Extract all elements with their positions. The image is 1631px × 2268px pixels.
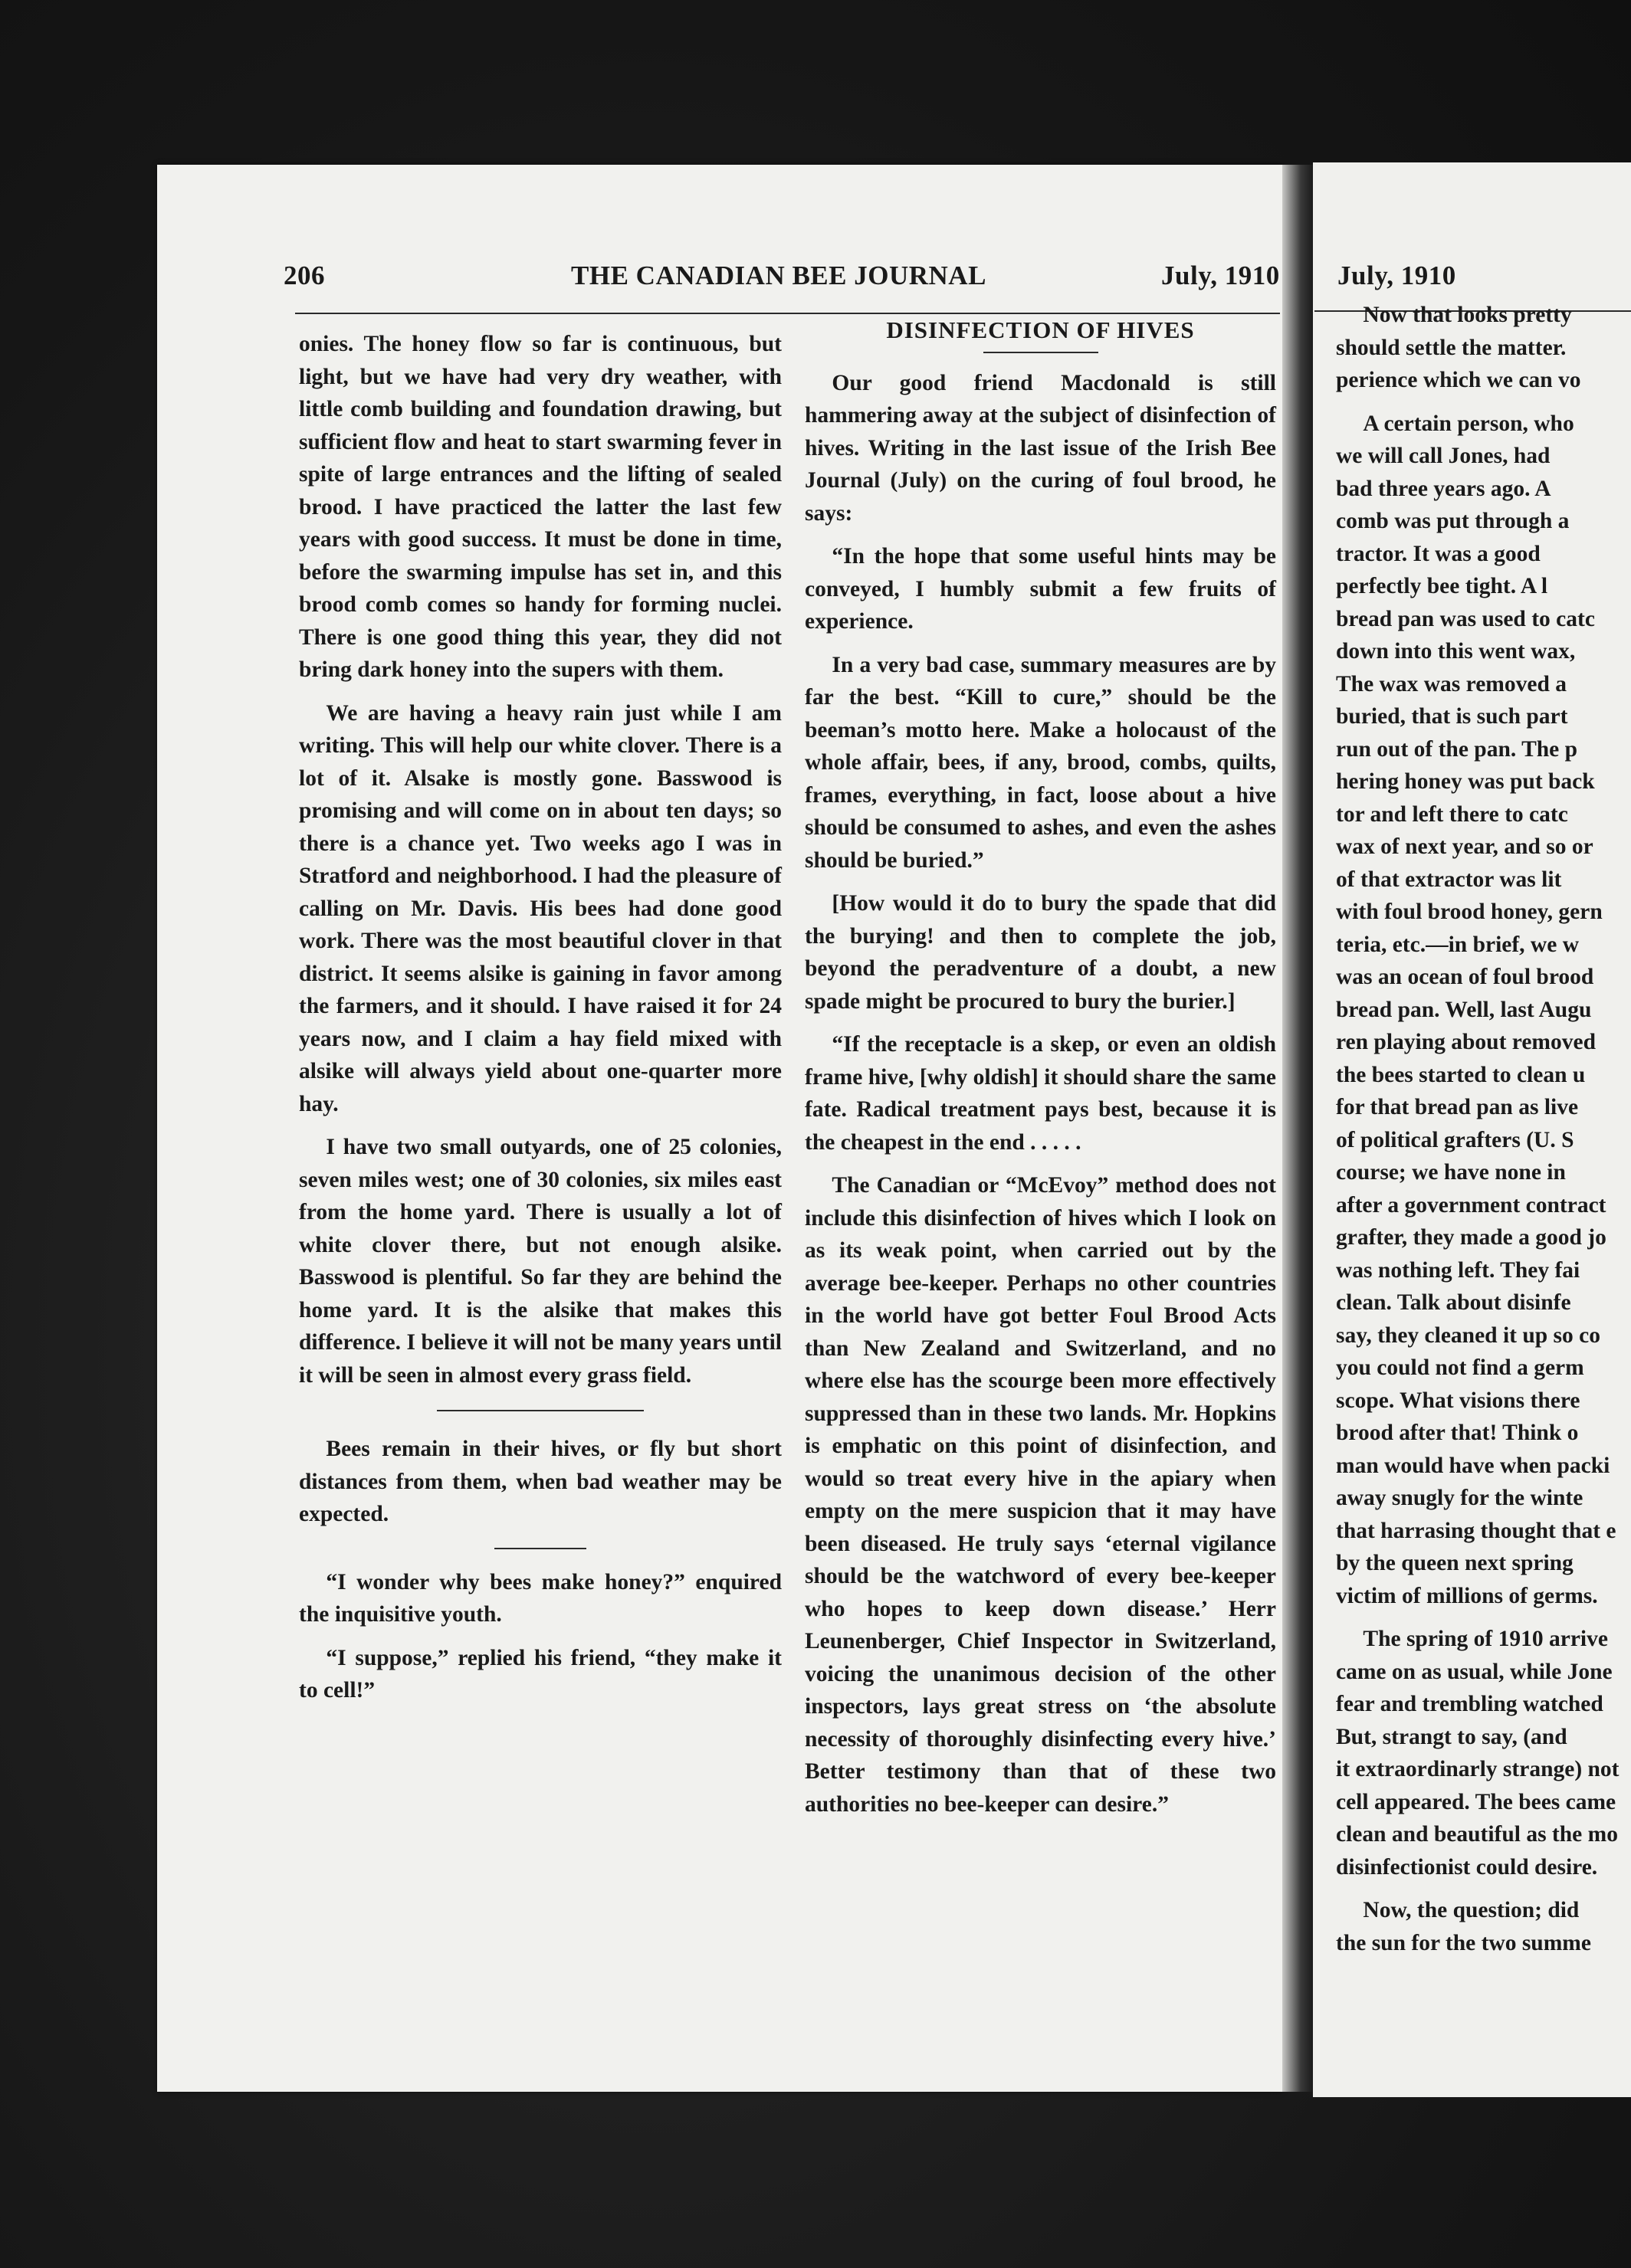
paragraph: We are having a heavy rain just while I am writing. This will help our white clover. There is a lot of it. Alsake is mostly gone. Basswood is promising and will come on in about ten days; so there is a chance yet. Two weeks ago I was in Stratford and neighborhood. I had the pleasure of calling on Mr. Davis. His bees had done good work. There was the most beautiful clover in that district. It seems alsike is gaining in favor among the farmers, and it should. I have raised it for 24 years now, and I claim a hay field mixed with alsike will always yield about one-quarter more hay.: [299, 700, 782, 1116]
paragraph: I have two small outyards, one of 25 colonies, seven miles west; one of 30 colonies, six miles east from the home yard. There is usually a lot of white clover there, but not enough alsike. Basswood is plentiful. So far they are behind the home yard. It is the alsike that makes this difference. I believe it will not be many years until it will be seen in almost every grass field.: [299, 1135, 782, 1388]
text-line: wax of next year, and so or: [1336, 834, 1593, 859]
issue-date: July, 1910: [1161, 261, 1280, 290]
text-line: cell appeared. The bees came: [1336, 1789, 1616, 1814]
text-line: clean and beautiful as the mo: [1336, 1822, 1618, 1847]
text-line: away snugly for the winte: [1336, 1486, 1583, 1510]
text-line: tractor. It was a good: [1336, 541, 1541, 566]
left-column: [299, 328, 782, 1718]
text-line: fear and trembling watched: [1336, 1692, 1603, 1716]
text-line: ren playing about removed: [1336, 1030, 1597, 1054]
text-line: hering honey was put back: [1336, 769, 1595, 794]
editor-note: [How would it do to bury the spade that did the burying! and then to complete the job, beyond the peradventure of a doubt, a new spade might be procured to bury the burier.]: [805, 891, 1276, 1014]
text-line: perfectly bee tight. A l: [1336, 574, 1548, 598]
joke-line: “I suppose,” replied his friend, “they make it to cell!”: [299, 1645, 782, 1703]
paragraph: Our good friend Macdonald is still hammering away at the subject of disinfection of hives. Writing in the last issue of the Irish Bee Journal (July) on the curing of foul brood, he says:: [805, 370, 1276, 526]
text-line: Now, the question; did: [1363, 1898, 1580, 1922]
text-line: Now that looks pretty: [1363, 303, 1572, 327]
text-line: brood after that! Think o: [1336, 1421, 1579, 1445]
right-page-date: July, 1910: [1337, 261, 1456, 290]
text-line: of political grafters (U. S: [1336, 1127, 1574, 1152]
text-line: came on as usual, while Jone: [1336, 1659, 1613, 1684]
text-line: course; we have none in: [1336, 1160, 1566, 1185]
paragraph: “If the receptacle is a skep, or even an oldish frame hive, [why oldish] it should share the same fate. Radical treatment pays best, because it is the cheapest in the end . . . . .: [805, 1032, 1276, 1155]
text-line: was an ocean of foul brood: [1336, 965, 1594, 989]
text-line: it extraordinarly strange) not: [1336, 1757, 1620, 1781]
right-page-paragraph: [1336, 408, 1631, 1613]
text-line: run out of the pan. The p: [1336, 736, 1578, 762]
text-line: man would have when packi: [1336, 1453, 1610, 1478]
text-line: scope. What visions there: [1336, 1388, 1580, 1413]
text-line: bread pan was used to catc: [1336, 606, 1595, 631]
text-line: bad three years ago. A: [1336, 476, 1551, 501]
text-line: down into this went wax,: [1336, 639, 1576, 664]
text-line: disinfectionist could desire.: [1336, 1854, 1598, 1880]
text-line: teria, etc.—in brief, we w: [1336, 932, 1580, 957]
right-page-paragraph: [1336, 1894, 1631, 1959]
joke-line: “I wonder why bees make honey?” enquired the inquisitive youth.: [299, 1569, 782, 1627]
text-line: should settle the matter.: [1336, 335, 1567, 360]
text-line: perience which we can vo: [1336, 368, 1581, 392]
text-line: you could not find a germ: [1336, 1355, 1584, 1380]
text-line: victim of millions of germs.: [1336, 1583, 1598, 1608]
text-line: tor and left there to catc: [1336, 801, 1568, 827]
text-line: we will call Jones, had: [1336, 444, 1551, 468]
paragraph: The Canadian or “McEvoy” method does not include this disinfection of hives which I look on as its weak point, when carried out by the average bee-keeper. Perhaps no other countries in the world have got better Foul Brood Acts than New Zealand and Switzerland, and no where else has the scourge been more effectively suppressed than in these two lands. Mr. Hopkins is emphatic on this point of disinfection, and would so treat every hive in the apiary when empty on the mere suspicion that it may have been diseased. He truly says ‘eternal vigilance should be the watchword of every bee-keeper who hopes to keep down disease.’ Herr Leunenberger, Chief Inspector in Switzerland, voicing the unanimous decision of the other inspectors, lays great stress on ‘the absolute necessity of thoroughly disinfecting every hive.’ Better testimony than that of these two authorities no bee-keeper can desire.”: [805, 1173, 1276, 1817]
text-line: that harrasing thought that e: [1336, 1518, 1616, 1543]
right-page-paragraph: [1336, 1623, 1631, 1883]
right-page-paragraph: [1336, 299, 1631, 397]
text-line: for that bread pan as live: [1336, 1095, 1579, 1119]
title-rule: [983, 352, 1098, 353]
journal-title: THE CANADIAN BEE JOURNAL: [571, 261, 986, 290]
text-line: was nothing left. They fai: [1336, 1257, 1580, 1283]
text-line: buried, that is such part: [1336, 704, 1568, 729]
text-line: by the queen next spring: [1336, 1551, 1574, 1575]
bees-note: Bees remain in their hives, or fly but short distances from them, when bad weather may be expected.: [299, 1437, 782, 1526]
text-line: grafter, they made a good jo: [1336, 1225, 1606, 1250]
section-divider: [494, 1548, 586, 1549]
text-line: clean. Talk about disinfe: [1336, 1290, 1571, 1315]
page-number: 206: [284, 261, 325, 290]
section-divider: [437, 1410, 644, 1411]
right-column: [805, 314, 1276, 1831]
text-line: after a government contract: [1336, 1192, 1606, 1218]
text-line: The spring of 1910 arrive: [1363, 1627, 1608, 1651]
text-line: with foul brood honey, gern: [1336, 900, 1603, 924]
text-line: of that extractor was lit: [1336, 867, 1562, 892]
text-line: A certain person, who: [1363, 411, 1574, 436]
text-line: comb was put through a: [1336, 509, 1570, 533]
article-title: DISINFECTION OF HIVES: [886, 316, 1195, 343]
text-line: say, they cleaned it up so co: [1336, 1322, 1600, 1348]
book-gutter: [1282, 165, 1313, 2092]
paragraph: In a very bad case, summary measures are by far the best. “Kill to cure,” should be the beeman’s motto here. Make a holocaust of the whole affair, bees, if any, brood, combs, quilts, frames, everything, in fact, loose about a hive should be consumed to ashes, and even the ashes should be buried.”: [805, 652, 1276, 873]
text-line: But, strangt to say, (and: [1336, 1724, 1567, 1749]
right-page-text: [1336, 299, 1631, 1970]
paragraph: onies. The honey flow so far is continuous, but light, but we have had very dry weather, with little comb building and foundation drawing, but sufficient flow and heat to start swarming fever in spite of large entrances and the lifting of sealed brood. I have practiced the latter the last few years with good success. It must be done in time, before the swarming impulse has set in, and this brood comb comes so handy for forming nuclei. There is one good thing this year, they did not bring dark honey into the supers with them.: [299, 332, 782, 682]
text-line: the sun for the two summe: [1336, 1930, 1591, 1955]
text-line: The wax was removed a: [1336, 671, 1567, 696]
text-line: bread pan. Well, last Augu: [1336, 997, 1592, 1022]
paragraph: “In the hope that some useful hints may be conveyed, I humbly submit a few fruits of experience.: [805, 544, 1276, 634]
text-line: the bees started to clean u: [1336, 1062, 1586, 1087]
